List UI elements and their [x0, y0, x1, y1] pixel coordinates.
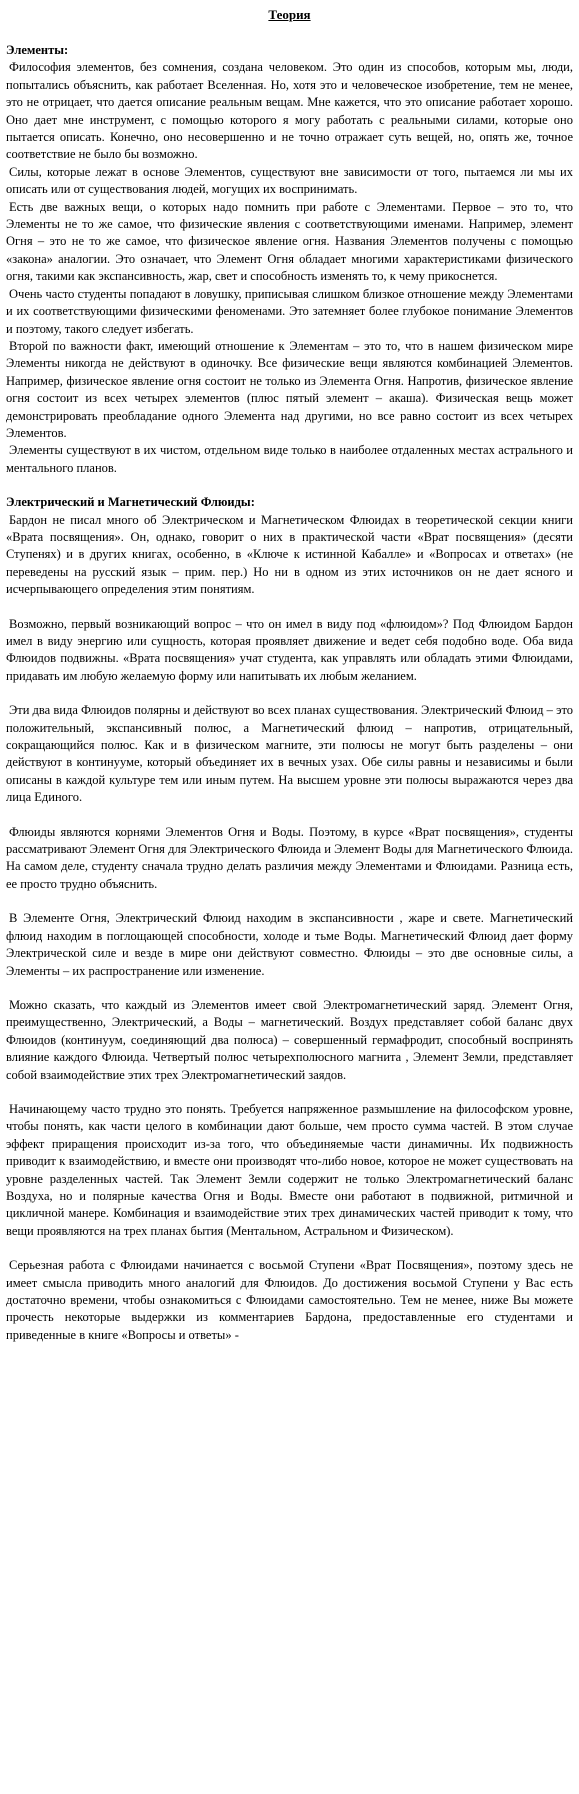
paragraph: Флюиды являются корнями Элементов Огня и Воды. Поэтому, в курсе «Врат посвящения», студенты рассматривают Элемент Огня для Электрического Флюида и Элемент Воды для Магнетического Флюида. На самом деле, студенту сначала трудно делать различия между Элементами и Флюидами. Разница есть, ее просто трудно объяснить. — [6, 824, 573, 891]
paragraph-spacer — [6, 685, 573, 702]
section-elements — [6, 42, 573, 477]
section-heading-elements: Элементы: — [6, 43, 69, 57]
paragraph: Есть две важных вещи, о которых надо помнить при работе с Элементами. Первое – это то, что Элементы не то же самое, что физические явления с соответствующими именами. Например, элемент Огня – это не то же самое, что физическое явление огня. Названия Элементов получены с помощью «закона» аналогии. Это означает, что Элемент Огня обладает многими характеристиками физического огня, такими как экспансивность, жар, свет и способность изменять то, к чему прикоснется. — [6, 199, 573, 284]
paragraph-spacer — [6, 599, 573, 616]
paragraph-spacer — [6, 1084, 573, 1101]
paragraph-spacer — [6, 807, 573, 824]
paragraph: Очень часто студенты попадают в ловушку, приписывая слишком близкое отношение между Элементами и их соответствующими физическими феноменами. Это затемняет более глубокое понимание Элементов и поэтому, такого следует избегать. — [6, 286, 573, 336]
section-spacer — [6, 477, 573, 494]
paragraph: Бардон не писал много об Электрическом и Магнетическом Флюидах в теоретической секции книги «Врата посвящения». Он, однако, говорит о них в практической части «Врат посвящения» (десяти Ступенях) и в других книгах, особенно, в «Ключе к истинной Кабалле» и «Вопросах и ответах» (не переведены на русский язык – прим. пер.) Но ни в одном из этих источников он не дает ясного и исчерпывающего определения этим понятиям. — [6, 512, 573, 597]
paragraph: Можно сказать, что каждый из Элементов имеет свой Электромагнетический заряд. Элемент Огня, преимущественно, Электрический, а Воды – магнетический. Воздух представляет собой баланс двух Флюидов (континуум, соединяющий два полюса) – совершенный гермафродит, способный воспринять влияние каждого Флюида. Четвертый полюс четырехполюсного магнита , Элемент Земли, представляет собой взаимодействие этих трех Электромагнетический заядов. — [6, 997, 573, 1082]
paragraph: Возможно, первый возникающий вопрос – что он имел в виду под «флюидом»? Под Флюидом Бардон имел в виду энергию или сущность, которая проявляет движение и ведет себя подобно воде. Оба вида Флюидов подвижны. «Врата посвящения» учат студента, как управлять или обладать этими Флюидами, придавать им любую желаемую форму или напитывать их любым желанием. — [6, 616, 573, 683]
section-heading-fluids: Электрический и Магнетический Флюиды: — [6, 495, 255, 510]
paragraph: Элементы существуют в их чистом, отдельном виде только в наиболее отдаленных местах астрального и ментального планов. — [6, 443, 573, 475]
paragraph: Серьезная работа с Флюидами начинается с восьмой Ступени «Врат Посвящения», поэтому здесь не имеет смысла приводить много аналогий для Флюидов. До достижения восьмой Ступени у Вас есть достаточно времени, чтобы ознакомиться с Флюидами самостоятельно. Тем не менее, ниже Вы можете прочесть некоторые выдержки из комментариев Бардона, предоставленные его студентами и приведенные в книге «Вопросы и ответы» - — [6, 1258, 573, 1342]
paragraph-spacer — [6, 1240, 573, 1257]
paragraph: В Элементе Огня, Электрический Флюид находим в экспансивности , жаре и свете. Магнетический флюид находим в поглощающей способности, холоде и тьме Воды. Магнетический Флюид дает форму Электрической силе и везде в мире они действуют совместно. Флюиды – это две основные силы, а Элементы – их распространение или изменение. — [6, 911, 573, 978]
paragraph: Силы, которые лежат в основе Элементов, существуют вне зависимости от того, пытаемся ли мы их описать или от существования людей, могущих их воспринимать. — [6, 164, 573, 197]
paragraph: Начинающему часто трудно это понять. Требуется напряженное размышление на философском уровне, чтобы понять, как части целого в комбинации дают больше, чем просто сумма частей. В этом случае эффект приращения происходит из-за того, что объединяемые части динамичны. Их подвижность приводит к взаимодействию, и вместе они производят что-либо новое, которое не может существовать на уровне разделенных частей. Так Элемент Земли содержит не только Электромагнетический баланс Воздуха, но и полярные качества Огня и Воды. Вместе они работают в подвижной, ритмичной и цикличной манере. Комбинация и взаимодействие этих трех динамических частей приводит к тому, что вещи проявляются на трех планах бытия (Ментальном, Астральном и Физическом). — [6, 1101, 573, 1238]
section-fluids — [6, 494, 573, 1344]
paragraph-spacer — [6, 893, 573, 910]
paragraph: Философия элементов, без сомнения, создана человеком. Это один из способов, которым мы, люди, попытались объяснить, как работает Вселенная. Но, хотя это и человеческое изобретение, тем не менее, это не отрицает, что дается описание реальным вещам. Мне кажется, что это описание работает хорошо. Оно дает мне инструмент, с помощью которого я могу работать с реальными силами, которые оно пытается описать. Конечно, оно несовершенно и не точно отражает суть вещей, но, опять же, точное соответствие не было бы возможно. — [6, 60, 573, 162]
paragraph: Эти два вида Флюидов полярны и действуют во всех планах существования. Электрический Флюид – это положительный, экспансивный полюс, а Магнетический флюид – напротив, отрицательный, сокращающийся полюс. Как и в физическом магните, эти полюсы не могут быть разделены – они действуют в континууме, который объединяет их в вечных узах. Обе силы равны и независимы и были описаны в каждой культуре тем или иным путем. На высшем уровне эти полюсы выражаются через два лица Единого. — [6, 703, 573, 805]
paragraph-spacer — [6, 980, 573, 997]
page-title: Теория — [268, 7, 311, 22]
paragraph: Второй по важности факт, имеющий отношение к Элементам – это то, что в нашем физическом мире Элементы никогда не действуют в одиночку. Все физические вещи являются комбинацией Элементов. Например, физическое явление огня состоит не только из Элемента Огня. Напротив, физическое явление огня состоит из всех четырех элементов (плюс пятый элемент – акаша). Физическая вещь может демонстрировать преобладание одного Элемента над другими, но все равно состоит из всех четырех Элементов. — [6, 338, 573, 440]
